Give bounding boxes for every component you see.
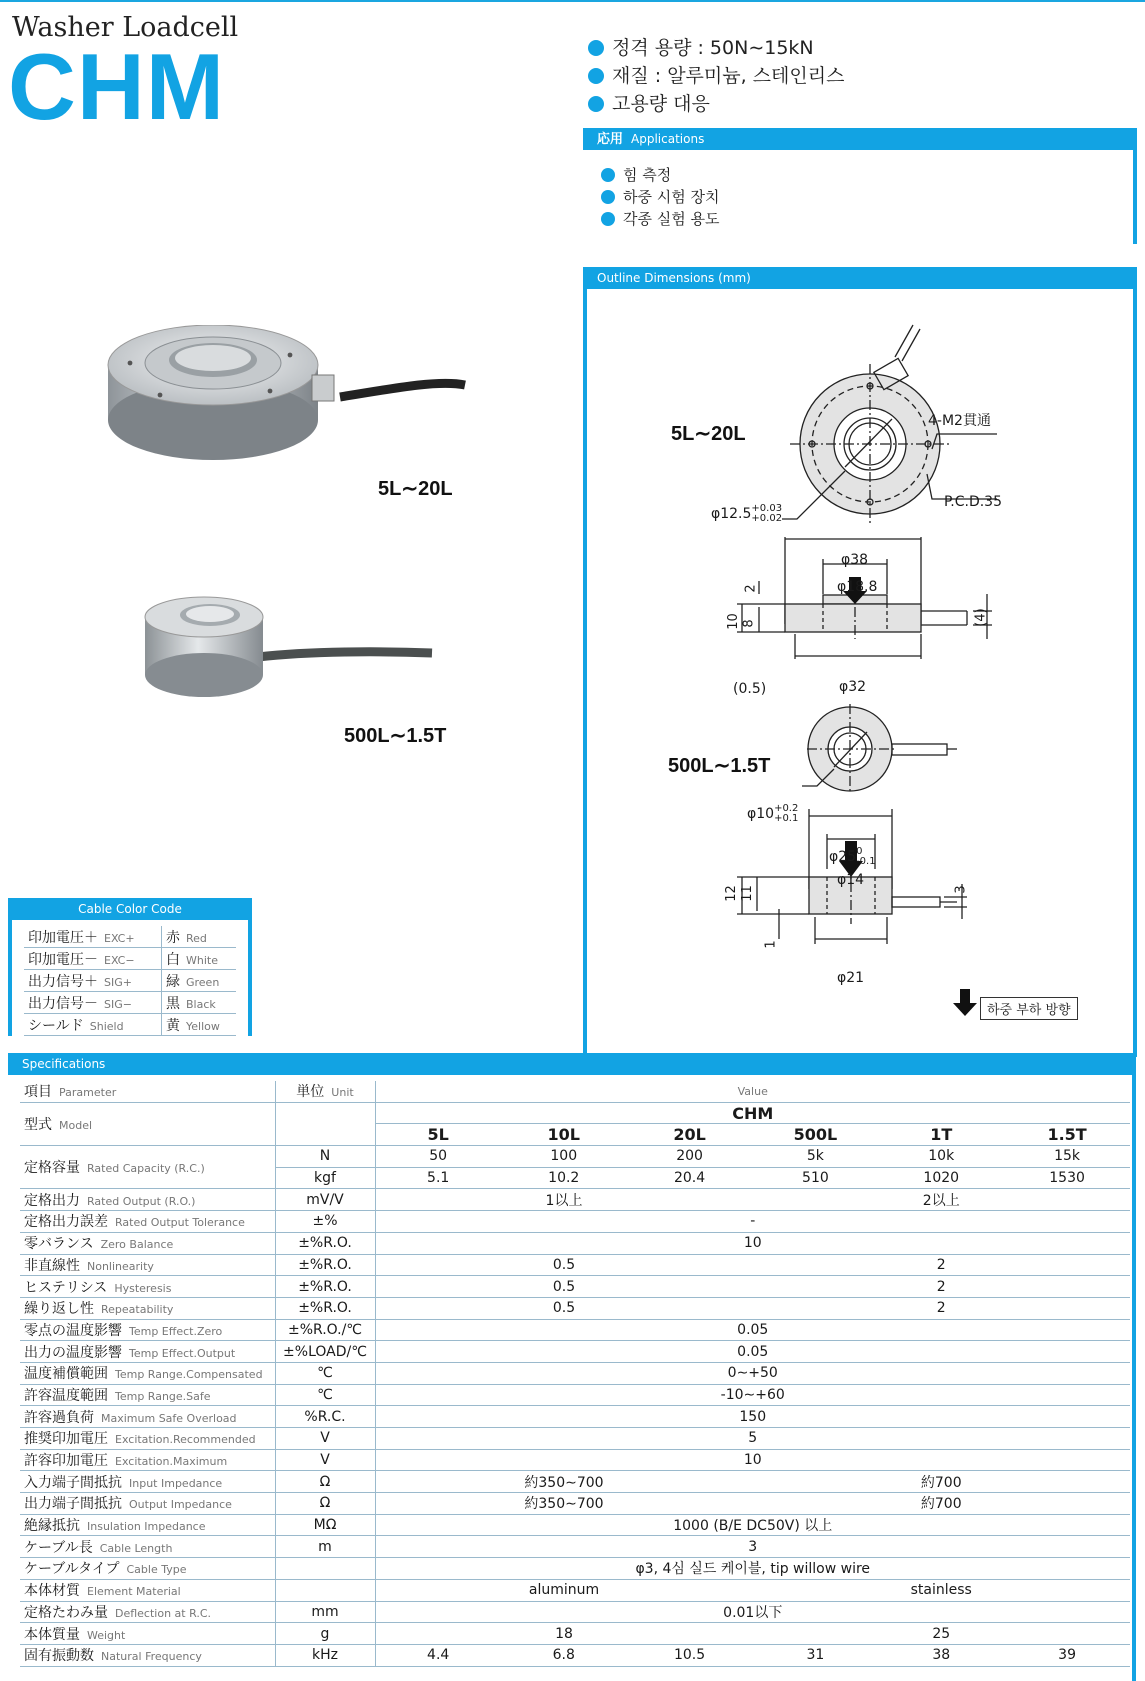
value-cell: 10	[375, 1232, 1130, 1254]
specifications-header: Specifications	[8, 1053, 1136, 1075]
table-row	[20, 1536, 1130, 1558]
value-cell: 31	[752, 1644, 878, 1666]
outline-drawing	[587, 289, 1133, 1057]
applications-header: 応用 Applications	[583, 128, 1137, 150]
series-name: CHM	[375, 1102, 1130, 1124]
param-cell: 型式 Model	[20, 1102, 275, 1145]
table-row	[20, 1579, 1130, 1601]
param-cell: 繰り返し性 Repeatability	[20, 1297, 275, 1319]
value-cell: 0∼+50	[375, 1362, 1130, 1384]
value-cell: 約350∼700	[375, 1471, 752, 1493]
param-cell: 固有振動数 Natural Frequency	[20, 1644, 275, 1666]
value-cell: -10∼+60	[375, 1384, 1130, 1406]
feature-item: 고용량 대응	[588, 90, 844, 118]
dim-cable-lower: 3	[953, 885, 969, 894]
unit-cell	[275, 1579, 375, 1601]
table-row: 出力信号＋ SIG+ 緑 Green	[24, 970, 236, 992]
bullet-icon	[601, 212, 615, 226]
value-cell: 510	[752, 1167, 878, 1189]
table-row	[20, 1319, 1130, 1341]
param-cell: 定格容量 Rated Capacity (R.C.)	[20, 1146, 275, 1189]
dim-h-body-upper: 8	[741, 619, 757, 628]
value-cell: 0.05	[375, 1319, 1130, 1341]
table-row	[20, 1146, 1130, 1168]
bullet-icon	[601, 168, 615, 182]
value-cell: aluminum	[375, 1579, 752, 1601]
value-cell: 2	[752, 1297, 1130, 1319]
cable-color-table	[24, 926, 236, 1036]
feature-item: 정격 용량 : 50N∼15kN	[588, 34, 844, 62]
dim-bore-upper: φ12.5+0.03 +0.02	[711, 503, 783, 524]
param-cell: 定格たわみ量 Deflection at R.C.	[20, 1601, 275, 1623]
unit-cell: %R.C.	[275, 1406, 375, 1428]
table-row	[20, 1276, 1130, 1298]
value-cell: 100	[501, 1146, 627, 1168]
value-cell: 10k	[878, 1146, 1004, 1168]
model-name: 1.5T	[1004, 1124, 1130, 1146]
unit-cell: ℃	[275, 1384, 375, 1406]
unit-cell: kHz	[275, 1644, 375, 1666]
product-label-lower: 500L∼1.5T	[344, 725, 447, 747]
param-cell: 入力端子間抵抗 Input Impedance	[20, 1471, 275, 1493]
table-row	[20, 1362, 1130, 1384]
product-photo-upper	[100, 325, 480, 475]
value-cell: 38	[878, 1644, 1004, 1666]
application-item: 힘 측정	[601, 164, 1115, 186]
value-cell: 0.5	[375, 1297, 752, 1319]
param-cell: 零バランス Zero Balance	[20, 1232, 275, 1254]
outline-dimensions-panel	[583, 267, 1137, 1057]
dim-outer-upper: φ38	[841, 552, 869, 568]
param-cell: 許容印加電圧 Excitation.Maximum	[20, 1449, 275, 1471]
application-item: 각종 실험 용도	[601, 208, 1115, 230]
value-cell: 1530	[1004, 1167, 1130, 1189]
table-row	[20, 1514, 1130, 1536]
dim-cable-upper: (4)	[973, 608, 989, 627]
unit-cell: MΩ	[275, 1514, 375, 1536]
model-name: 5L	[375, 1124, 501, 1146]
dim-h-body-lower: 11	[739, 885, 755, 902]
model-name: 500L	[752, 1124, 878, 1146]
value-cell: 20.4	[627, 1167, 753, 1189]
table-row	[20, 1601, 1130, 1623]
table-row	[20, 1189, 1130, 1211]
unit-cell: V	[275, 1449, 375, 1471]
table-row	[20, 1406, 1130, 1428]
unit-header: 単位 Unit	[275, 1081, 375, 1102]
unit-cell: ±%R.O.	[275, 1232, 375, 1254]
table-row	[20, 1384, 1130, 1406]
dim-hole: 4-M2貫通	[928, 413, 991, 429]
table-row: 印加電圧－ EXC− 白 White	[24, 948, 236, 970]
cable-color-header: Cable Color Code	[8, 898, 252, 920]
param-cell: 非直線性 Nonlinearity	[20, 1254, 275, 1276]
bullet-icon	[588, 96, 604, 112]
param-cell: 推奨印加電圧 Excitation.Recommended	[20, 1428, 275, 1450]
dim-gap-upper: (0.5)	[733, 681, 767, 697]
value-cell: 0.5	[375, 1254, 752, 1276]
unit-cell: ±%R.O./℃	[275, 1319, 375, 1341]
value-cell: φ3, 4심 실드 케이블, tip willow wire	[375, 1558, 1130, 1580]
product-photo-lower	[140, 595, 440, 705]
dim-inner-upper: φ18.8	[837, 579, 878, 595]
dim-h-total-lower: 12	[723, 885, 739, 902]
dim-bore-lower: φ10+0.2 +0.1	[747, 803, 799, 824]
param-cell: 出力の温度影響 Temp Effect.Output	[20, 1341, 275, 1363]
param-cell: 許容温度範囲 Temp Range.Safe	[20, 1384, 275, 1406]
param-cell: 絶縁抵抗 Insulation Impedance	[20, 1514, 275, 1536]
dim-inner-lower: φ14	[837, 872, 865, 888]
table-row: シールド Shield 黄 Yellow	[24, 1014, 236, 1036]
unit-cell: kgf	[275, 1167, 375, 1189]
outline-label-lower: 500L∼1.5T	[668, 755, 771, 777]
value-cell: 0.5	[375, 1276, 752, 1298]
unit-cell: V	[275, 1428, 375, 1450]
table-row	[20, 1254, 1130, 1276]
value-cell: 25	[752, 1623, 1130, 1645]
product-subtitle: Washer Loadcell	[12, 12, 239, 43]
value-cell: 約700	[752, 1471, 1130, 1493]
table-row	[20, 1102, 1130, 1124]
unit-cell: ±%R.O.	[275, 1276, 375, 1298]
value-cell: 18	[375, 1623, 752, 1645]
value-cell: 約350∼700	[375, 1493, 752, 1515]
param-cell: 出力端子間抵抗 Output Impedance	[20, 1493, 275, 1515]
application-item: 하중 시험 장치	[601, 186, 1115, 208]
bullet-icon	[588, 40, 604, 56]
outline-label-upper: 5L∼20L	[671, 423, 746, 445]
unit-cell	[275, 1558, 375, 1580]
value-cell: 2	[752, 1254, 1130, 1276]
unit-cell: m	[275, 1536, 375, 1558]
table-row	[20, 1341, 1130, 1363]
unit-cell: Ω	[275, 1471, 375, 1493]
product-title: CHM	[8, 34, 226, 139]
applications-panel	[583, 128, 1137, 244]
dim-h-boss-upper: 2	[743, 584, 759, 593]
table-row	[20, 1623, 1130, 1645]
table-row	[20, 1297, 1130, 1319]
load-direction-label: 하중 부하 방향	[980, 997, 1078, 1020]
table-row	[20, 1558, 1130, 1580]
model-name: 1T	[878, 1124, 1004, 1146]
param-cell: 許容過負荷 Maximum Safe Overload	[20, 1406, 275, 1428]
specifications-panel	[8, 1053, 1136, 1681]
dim-base-upper: φ32	[839, 679, 867, 695]
unit-cell: mm	[275, 1601, 375, 1623]
value-cell: 2	[752, 1276, 1130, 1298]
unit-cell: ±%R.O.	[275, 1254, 375, 1276]
table-row	[20, 1449, 1130, 1471]
param-cell: 本体材質 Element Material	[20, 1579, 275, 1601]
unit-cell: ±%LOAD/℃	[275, 1341, 375, 1363]
param-cell: 零点の温度影響 Temp Effect.Zero	[20, 1319, 275, 1341]
feature-item: 재질 : 알루미늄, 스테인리스	[588, 62, 844, 90]
table-row	[20, 1232, 1130, 1254]
unit-cell: ±%R.O.	[275, 1297, 375, 1319]
value-cell: 3	[375, 1536, 1130, 1558]
dim-base-lower: φ21	[837, 970, 865, 986]
value-cell: 1以上	[375, 1189, 752, 1211]
value-cell: 50	[375, 1146, 501, 1168]
value-cell: 6.8	[501, 1644, 627, 1666]
outline-header: Outline Dimensions (mm)	[583, 267, 1137, 289]
unit-cell: g	[275, 1623, 375, 1645]
unit-cell: ℃	[275, 1362, 375, 1384]
value-cell: 0.01以下	[375, 1601, 1130, 1623]
product-label-upper: 5L∼20L	[378, 478, 453, 500]
value-cell: 1000 (B/E DC50V) 以上	[375, 1514, 1130, 1536]
value-cell: 5.1	[375, 1167, 501, 1189]
feature-list	[588, 34, 844, 118]
table-row	[20, 1644, 1130, 1666]
unit-cell: Ω	[275, 1493, 375, 1515]
value-cell: 200	[627, 1146, 753, 1168]
unit-cell: N	[275, 1146, 375, 1168]
param-cell: 定格出力誤差 Rated Output Tolerance	[20, 1211, 275, 1233]
dim-h-gap-lower: 1	[763, 940, 779, 949]
param-cell: ケーブルタイプ Cable Type	[20, 1558, 275, 1580]
table-row	[20, 1211, 1130, 1233]
table-row	[20, 1493, 1130, 1515]
value-cell: 約700	[752, 1493, 1130, 1515]
value-cell: -	[375, 1211, 1130, 1233]
applications-list	[583, 150, 1133, 244]
param-cell: 定格出力 Rated Output (R.O.)	[20, 1189, 275, 1211]
param-cell: ヒステリシス Hysteresis	[20, 1276, 275, 1298]
value-cell: 2以上	[752, 1189, 1130, 1211]
param-cell: 項目 Parameter	[20, 1081, 275, 1102]
param-cell: 本体質量 Weight	[20, 1623, 275, 1645]
value-cell: 5	[375, 1428, 1130, 1450]
value-cell: 39	[1004, 1644, 1130, 1666]
value-cell: 10	[375, 1449, 1130, 1471]
value-cell: 1020	[878, 1167, 1004, 1189]
table-row: 印加電圧＋ EXC+ 赤 Red	[24, 926, 236, 948]
value-cell: 5k	[752, 1146, 878, 1168]
unit-cell: mV/V	[275, 1189, 375, 1211]
param-cell: 温度補償範囲 Temp Range.Compensated	[20, 1362, 275, 1384]
table-row	[20, 1471, 1130, 1493]
value-header: Value	[375, 1081, 1130, 1102]
unit-cell	[275, 1102, 375, 1145]
value-cell: 10.5	[627, 1644, 753, 1666]
value-cell: stainless	[752, 1579, 1130, 1601]
dim-h-total-upper: 10	[725, 613, 741, 630]
table-row	[20, 1428, 1130, 1450]
specifications-table	[20, 1081, 1130, 1667]
table-row: 出力信号－ SIG− 黒 Black	[24, 992, 236, 1014]
value-cell: 10.2	[501, 1167, 627, 1189]
dim-pcd: P.C.D.35	[944, 494, 1002, 510]
bullet-icon	[601, 190, 615, 204]
table-row	[20, 1081, 1130, 1102]
value-cell: 4.4	[375, 1644, 501, 1666]
dim-outer-lower: φ250 -0.1	[829, 846, 876, 867]
value-cell: 15k	[1004, 1146, 1130, 1168]
param-cell: ケーブル長 Cable Length	[20, 1536, 275, 1558]
cable-color-panel	[8, 898, 252, 1036]
value-cell: 0.05	[375, 1341, 1130, 1363]
top-rule	[0, 0, 1145, 2]
model-name: 10L	[501, 1124, 627, 1146]
bullet-icon	[588, 68, 604, 84]
value-cell: 150	[375, 1406, 1130, 1428]
unit-cell: ±%	[275, 1211, 375, 1233]
model-name: 20L	[627, 1124, 753, 1146]
